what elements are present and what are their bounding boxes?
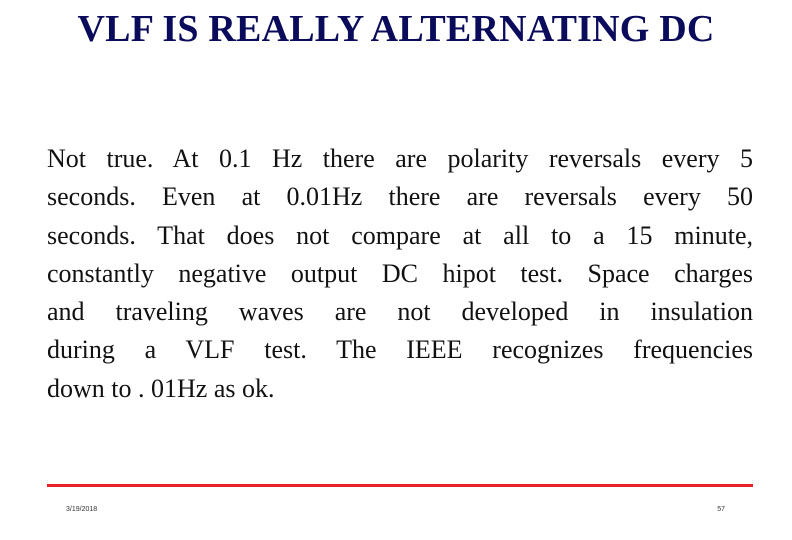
footer-date: 3/19/2018 [66,506,98,513]
body-line: Not true. At 0.1 Hz there are polarity reversals every 5 [47,144,753,173]
footer-divider [47,484,753,487]
body-line: seconds. That does not compare at all to a 15 minute, [47,220,753,250]
body-line: down to . 01Hz as ok. [47,373,275,403]
footer-page-number: 57 [717,506,725,513]
body-line: during a VLF test. The IEEE recognizes frequencies [47,335,753,365]
body-line: constantly negative output DC hipot test. Space charges [47,258,753,288]
slide-title: VLF IS REALLY ALTERNATING DC [77,8,715,50]
body-line: and traveling waves are not developed in insulation [47,297,753,327]
slide-body-text [47,140,753,408]
body-line: seconds. Even at 0.01Hz there are reversals every 50 [47,182,753,212]
